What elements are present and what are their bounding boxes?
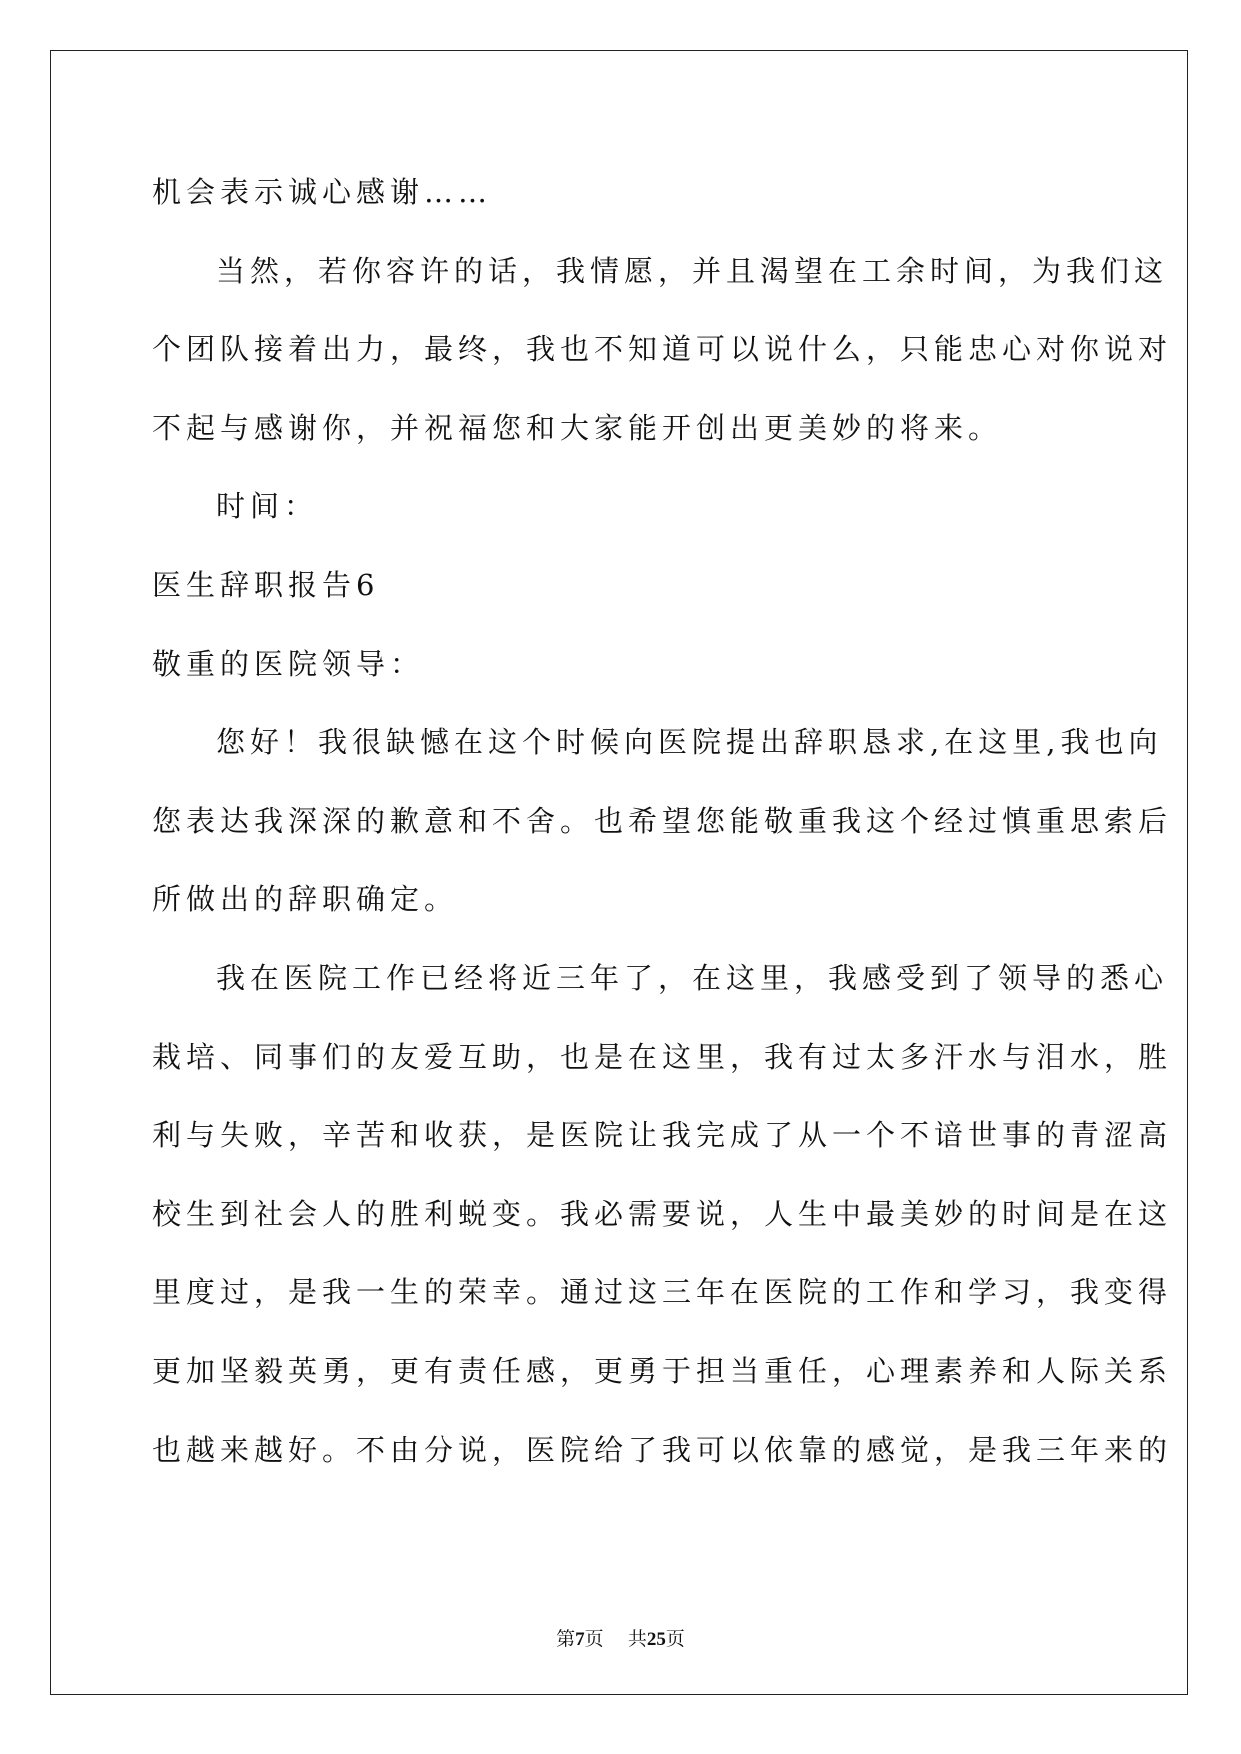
- text-line: 我在医院工作已经将近三年了，在这里，我感受到了领导的悉心: [216, 961, 1169, 995]
- text-line: 里度过，是我一生的荣幸。通过这三年在医院的工作和学习，我变得: [152, 1275, 1173, 1309]
- text-line: 您好！我很缺憾在这个时候向医院提出辞职恳求,在这里,我也向: [216, 725, 1163, 759]
- total-pages: 25: [646, 1629, 666, 1650]
- text-line: 个团队接着出力，最终，我也不知道可以说什么，只能忠心对你说对: [152, 332, 1173, 366]
- text-line: 更加坚毅英勇，更有责任感，更勇于担当重任，心理素养和人际关系: [152, 1354, 1173, 1388]
- page-number: 7: [575, 1629, 585, 1650]
- text-line: 时间：: [216, 489, 319, 523]
- section-heading: 医生辞职报告6: [152, 568, 380, 602]
- text-line: 您表达我深深的歉意和不舍。也希望您能敬重我这个经过慎重思索后: [152, 804, 1173, 838]
- page-prefix: 第: [556, 1628, 576, 1650]
- text-line: 当然，若你容许的话，我情愿，并且渴望在工余时间，为我们这: [216, 254, 1169, 288]
- text-line: 所做出的辞职确定。: [152, 882, 459, 916]
- text-line: 不起与感谢你，并祝福您和大家能开创出更美妙的将来。: [152, 411, 1003, 445]
- text-line: 栽培、同事们的友爱互助，也是在这里，我有过太多汗水与泪水，胜: [152, 1040, 1173, 1074]
- salutation: 敬重的医院领导：: [152, 647, 425, 681]
- text-line: 也越来越好。不由分说，医院给了我可以依靠的感觉，是我三年来的: [152, 1433, 1173, 1467]
- total-prefix: 共: [627, 1628, 647, 1650]
- page-suffix: 页: [584, 1628, 604, 1650]
- text-line: 机会表示诚心感谢……: [152, 175, 493, 209]
- total-suffix: 页: [665, 1628, 685, 1650]
- text-line: 利与失败，辛苦和收获，是医院让我完成了从一个不谙世事的青涩高: [152, 1118, 1173, 1152]
- page-footer: [0, 1627, 1241, 1652]
- text-line: 校生到社会人的胜利蜕变。我必需要说，人生中最美妙的时间是在这: [152, 1197, 1173, 1231]
